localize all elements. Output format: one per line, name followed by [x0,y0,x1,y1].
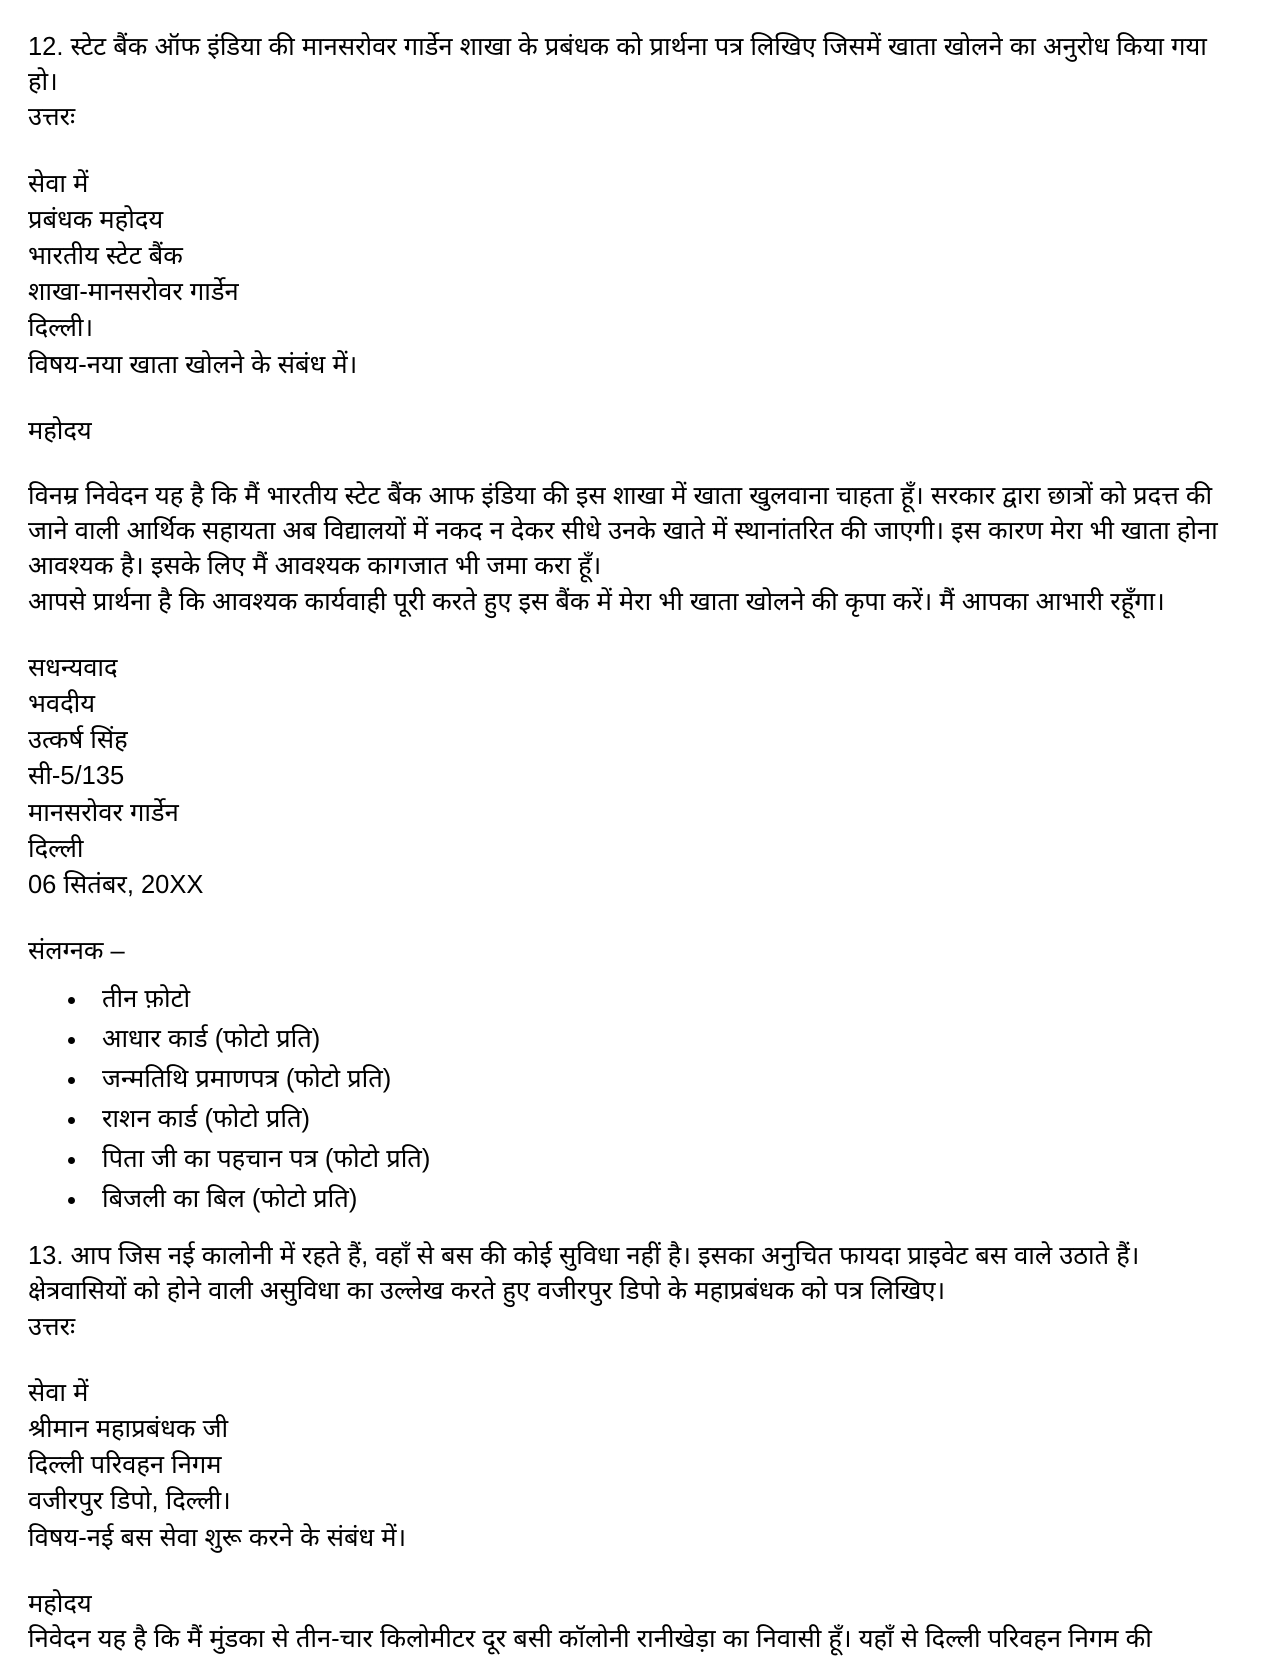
q12-sender-name: उत्कर्ष सिंह [28,726,128,755]
q13-subject-line: विषय-नई बस सेवा शुरू करने के संबंध में। [28,1523,407,1552]
spacer [28,903,1235,933]
q12-address-line-4: शाखा-मानसरोवर गार्डेन [28,278,239,307]
list-item: • पिता जी का पहचान पत्र (फोटो प्रति) [88,1141,1235,1178]
list-item: • राशन कार्ड (फोटो प्रति) [88,1101,1235,1138]
q12-address-line-2: प्रबंधक महोदय [28,205,164,234]
spacer [28,383,1235,413]
q13-salutation: महोदय [28,1589,92,1618]
spacer [28,136,1235,166]
question-12-text: 12. स्टेट बैंक ऑफ इंडिया की मानसरोवर गार्डेन शाखा के प्रबंधक को प्रार्थना पत्र लिखिए जिसमें खाता खोलने का अनुरोध किया गया हो। [28,33,1214,97]
spacer [28,449,1235,479]
q12-sender-address-1: सी-5/135 [28,762,125,791]
q12-salutation: महोदय [28,416,92,445]
list-item: • तीन फ़ोटो [88,981,1235,1018]
q12-attachments-list [28,981,1235,1218]
q12-address-line-5: दिल्ली। [28,314,94,343]
q13-body-paragraph-1: निवेदन यह है कि मैं मुंडका से तीन-चार किलोमीटर दूर बसी कॉलोनी रानीखेड़ा का निवासी हूँ। यहाँ से दिल्ली परिवहन निगम की [28,1624,1152,1653]
q13-address-line-1: सेवा में [28,1378,89,1407]
q13-address-line-4: वजीरपुर डिपो, दिल्ली। [28,1487,231,1516]
q12-address-line-3: भारतीय स्टेट बैंक [28,241,183,270]
q12-body-paragraph-1: विनम्र निवेदन यह है कि मैं भारतीय स्टेट बैंक आफ इंडिया की इस शाखा में खाता खुलवाना चाहता हूँ। सरकार द्वारा छात्रों को प्रदत्त की जाने वाली आर्थिक सहायता अब विद्यालयों में नकद न देकर सीधे उनके खाते में स्थानांतरित की जाएगी। इस कारण मेरा भी खाता होना आवश्यक है। इसके लिए मैं आवश्यक कागजात भी जमा करा हूँ। [28,481,1225,581]
q12-subject-line: विषय-नया खाता खोलने के संबंध में। [28,350,358,379]
spacer [28,1221,1235,1239]
q13-address-line-3: दिल्ली परिवहन निगम [28,1451,222,1480]
q12-attachments-label: संलग्नक – [28,937,125,966]
list-item: • जन्मतिथि प्रमाणपत्र (फोटो प्रति) [88,1061,1235,1098]
list-item: • आधार कार्ड (फोटो प्रति) [88,1021,1235,1058]
q12-sender-address-2: मानसरोवर गार्डेन [28,798,179,827]
question-12-answer-label: उत्तरः [28,103,76,132]
q12-date: 06 सितंबर, 20XX [28,870,204,899]
q12-address-line-1: सेवा में [28,169,89,198]
question-13-answer-label: उत्तरः [28,1312,76,1341]
spacer [28,620,1235,650]
list-item: • बिजली का बिल (फोटो प्रति) [88,1181,1235,1218]
q12-closing-line-1: सधन्यवाद [28,653,118,682]
q12-sender-address-3: दिल्ली [28,834,84,863]
q13-address-line-2: श्रीमान महाप्रबंधक जी [28,1414,229,1443]
q12-body-paragraph-2: आपसे प्रार्थना है कि आवश्यक कार्यवाही पूरी करते हुए इस बैंक में मेरा भी खाता खोलने की कृपा करें। मैं आपका आभारी रहूँगा। [28,587,1165,616]
spacer [28,1345,1235,1375]
spacer [28,1556,1235,1586]
q12-closing-line-2: भवदीय [28,689,96,718]
question-13-text: 13. आप जिस नई कालोनी में रहते हैं, वहाँ से बस की कोई सुविधा नहीं है। इसका अनुचित फायदा प्राइवेट बस वाले उठाते हैं। क्षेत्रवासियों को होने वाली असुविधा का उल्लेख करते हुए वजीरपुर डिपो के महाप्रबंधक को पत्र लिखिए। [28,1242,1147,1306]
